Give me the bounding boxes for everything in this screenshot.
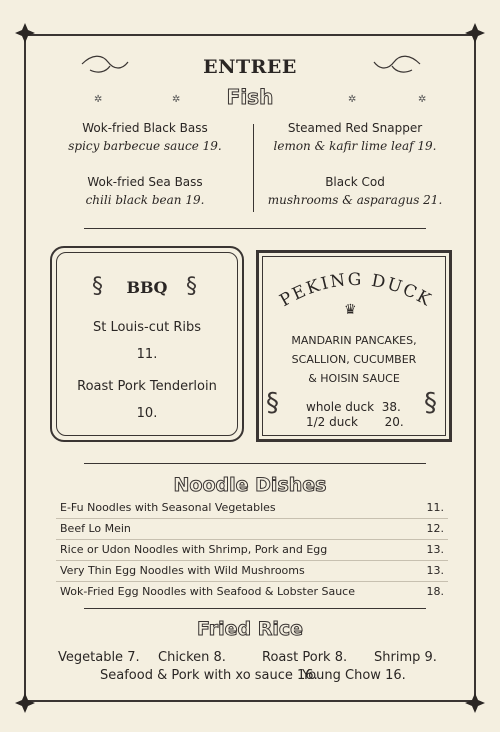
duck-desc: MANDARIN PANCAKES,	[291, 334, 417, 347]
fish-dish-name: Steamed Red Snapper	[287, 121, 423, 135]
fried-rice-item: Roast Pork 8.	[262, 650, 348, 665]
bbq-item-name: St Louis-cut Ribs	[92, 320, 202, 335]
bbq-item-name: Roast Pork Tenderloin	[77, 379, 217, 394]
fish-dish-desc: mushrooms & asparagus 21.	[267, 193, 443, 207]
star-icon: ✲	[172, 94, 181, 105]
list-item: E-Fu Noodles with Seasonal Vegetables 11.	[60, 501, 444, 514]
dragon-icon: §	[92, 274, 103, 299]
fried-rice-item: Young Chow 16.	[302, 668, 406, 683]
duck-price: whole duck 38.	[306, 400, 401, 414]
fish-dish-name: Black Cod	[325, 175, 385, 189]
entree-title: ENTREE	[203, 56, 297, 78]
corner-ornament-icon	[464, 692, 486, 714]
row-divider	[56, 560, 448, 561]
corner-ornament-icon	[14, 22, 36, 44]
fish-dish-name: Wok-fried Sea Bass	[87, 175, 203, 189]
bbq-title: BBQ	[126, 278, 168, 297]
fish-dish-name: Wok-fried Black Bass	[82, 121, 208, 135]
corner-ornament-icon	[464, 22, 486, 44]
divider	[84, 608, 426, 609]
row-divider	[56, 518, 448, 519]
crown-icon: ♛	[344, 302, 357, 318]
duck-price: 1/2 duck 20.	[306, 415, 404, 429]
bbq-item-price: 10.	[136, 406, 158, 421]
divider	[84, 463, 426, 464]
star-icon: ✲	[348, 94, 357, 105]
fried-rice-item: Shrimp 9.	[374, 650, 437, 665]
fish-section-title: Fish	[226, 85, 274, 109]
divider	[84, 228, 426, 229]
dragon-icon: §	[186, 274, 197, 299]
fried-rice-item: Chicken 8.	[158, 650, 226, 665]
flourish-icon	[80, 52, 130, 76]
list-item: Wok-Fried Egg Noodles with Seafood & Lobster Sauce 18.	[60, 585, 444, 598]
fried-rice-section-title: Fried Rice	[196, 618, 304, 640]
fried-rice-item: Seafood & Pork with xo sauce 16.	[100, 668, 318, 683]
bbq-item-price: 11.	[136, 347, 158, 362]
corner-ornament-icon	[14, 692, 36, 714]
fried-rice-item: Vegetable 7.	[58, 650, 140, 665]
noodle-section-title: Noodle Dishes	[173, 474, 327, 496]
row-divider	[56, 539, 448, 540]
duck-desc: & HOISIN SAUCE	[308, 372, 400, 385]
fish-dish-desc: spicy barbecue sauce 19.	[68, 139, 222, 153]
flourish-icon	[372, 52, 422, 76]
list-item: Very Thin Egg Noodles with Wild Mushrooms 13.	[60, 564, 444, 577]
star-icon: ✲	[94, 94, 103, 105]
dragon-icon: §	[266, 388, 279, 418]
list-item: Beef Lo Mein 12.	[60, 522, 444, 535]
star-icon: ✲	[418, 94, 427, 105]
list-item: Rice or Udon Noodles with Shrimp, Pork and Egg 13.	[60, 543, 444, 556]
fish-dish-desc: chili black bean 19.	[85, 193, 205, 207]
fish-column-divider	[253, 124, 254, 212]
fish-dish-desc: lemon & kafir lime leaf 19.	[273, 139, 437, 153]
row-divider	[56, 581, 448, 582]
svg-text:PEKING DUCK: PEKING DUCK	[276, 269, 436, 312]
duck-desc: SCALLION, CUCUMBER	[291, 353, 417, 366]
dragon-icon: §	[424, 388, 437, 418]
